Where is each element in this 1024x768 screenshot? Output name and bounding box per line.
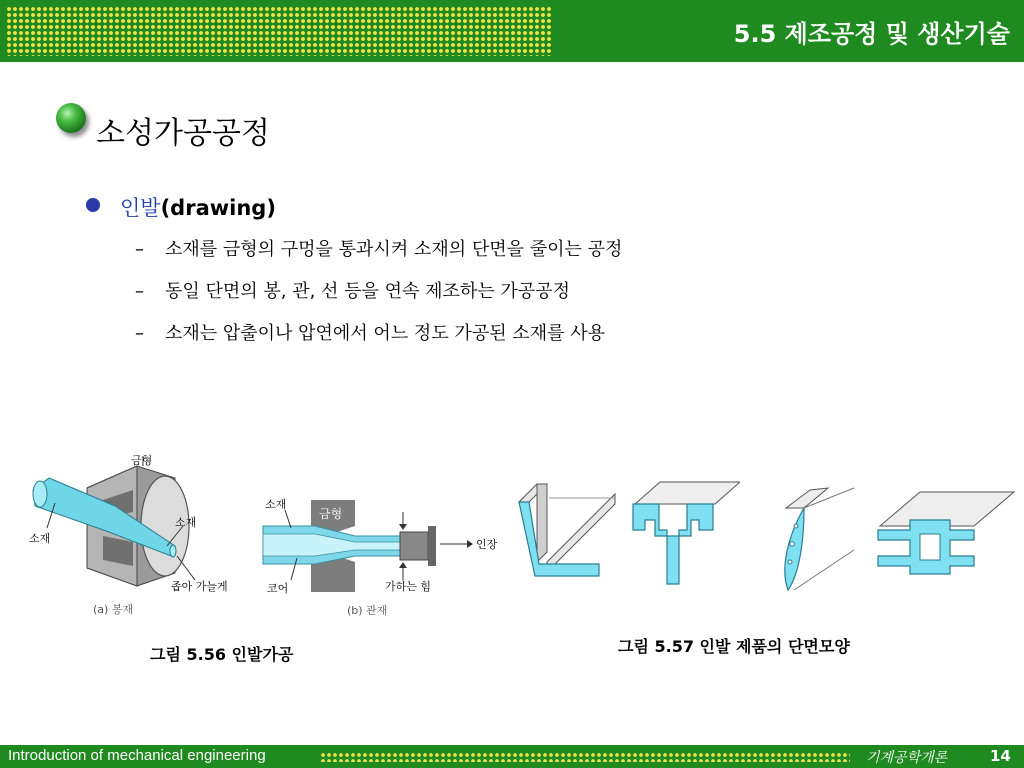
- footer-course: Introduction of mechanical engineering: [8, 747, 266, 764]
- rod-drawing-illustration: [25, 448, 245, 618]
- profile-shapes-right: [770, 486, 1020, 596]
- footer-book-title: 기계공학개론: [866, 750, 948, 766]
- sub-item-dash: –: [135, 281, 144, 302]
- figure-caption-56: 그림 5.56 인발가공: [150, 645, 294, 664]
- label-panel-a: (a) 봉재: [93, 603, 134, 616]
- footer-dot-pattern: [320, 752, 850, 762]
- label-core: 코어: [267, 582, 289, 595]
- label-result: 좁아 가늘게: [171, 580, 228, 593]
- sub-item-text: 동일 단면의 봉, 관, 선 등을 연속 제조하는 가공공정: [165, 281, 570, 302]
- sub-item-dash: –: [135, 239, 144, 260]
- section-title: 5.5 제조공정 및 생산기술: [733, 20, 1010, 48]
- label-die-a: 금형: [131, 454, 153, 467]
- label-force: 가하는 힘: [385, 580, 432, 593]
- bullet-dot-icon: [86, 198, 100, 212]
- bullet-heading: [120, 192, 276, 222]
- tube-drawing-illustration: [255, 488, 505, 618]
- footer-page-number: 14: [990, 747, 1011, 765]
- label-material-right: 소재: [175, 516, 197, 529]
- sub-item: [135, 319, 605, 345]
- sub-item-dash: –: [135, 323, 144, 344]
- header-dot-pattern: [6, 6, 552, 56]
- header-bar: [0, 0, 1024, 62]
- label-die-b: 금형: [319, 507, 343, 521]
- sub-item-text: 소재를 금형의 구멍을 통과시켜 소재의 단면을 줄이는 공정: [165, 239, 623, 260]
- bullet-term: (drawing): [160, 196, 276, 220]
- label-material-b: 소재: [265, 498, 287, 511]
- footer-bar: [0, 745, 1024, 768]
- label-panel-b: (b) 관재: [347, 604, 388, 617]
- sub-item-text: 소재는 압출이나 압연에서 어느 정도 가공된 소재를 사용: [165, 323, 605, 344]
- profile-shapes-left: [515, 478, 740, 588]
- page-title: 소성가공공정: [96, 116, 270, 151]
- bullet-keyword: 인발: [120, 196, 161, 220]
- title-ball-icon: [56, 103, 86, 133]
- sub-item: [135, 235, 622, 261]
- label-material-left: 소재: [29, 532, 51, 545]
- sub-item: [135, 277, 570, 303]
- figure-caption-57: 그림 5.57 인발 제품의 단면모양: [618, 637, 850, 656]
- label-pull: 인장: [476, 538, 498, 551]
